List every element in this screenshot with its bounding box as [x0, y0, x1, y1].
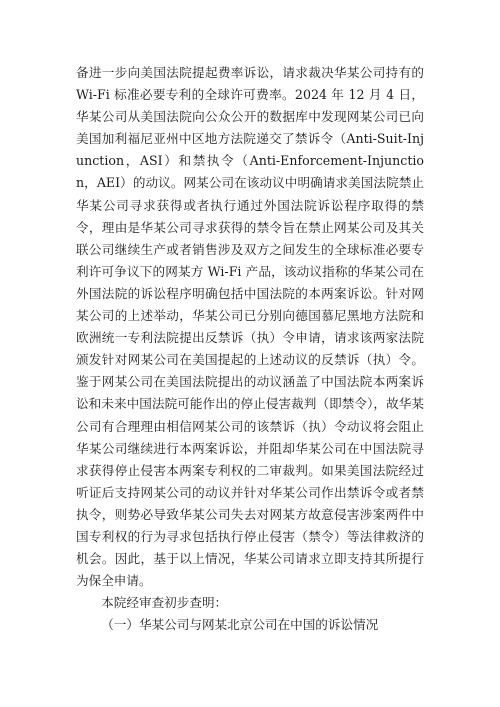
body-paragraph: 备进一步向美国法院提起费率诉讼，请求裁决华某公司持有的Wi-Fi 标准必要专利的全球许可费率。2024 年 12 月 4 日，华某公司从美国法院向公众公开的数据库中发现网某公司已向美国加利福尼亚州中区地方法院递交了禁诉令（Anti-Suit-Injunction，ASI）和禁执令（Anti-Enforcement-Injunction，AEI）的动议。网某公司在该动议中明确请求美国法院禁止华某公司寻求获得或者执行通过外国法院诉讼程序取得的禁令，理由是华某公司寻求获得的禁令旨在禁止网某公司及其关联公司继续生产或者销售涉及双方之间发生的全球标准必要专利许可争议下的网某方 Wi-Fi 产品，该动议指称的华某公司在外国法院的诉讼程序明确包括中国法院的本两案诉讼。针对网某公司的上述举动，华某公司已分别向德国慕尼黑地方法院和欧洲统一专利法院提出反禁诉（执）令申请，请求该两家法院颁发针对网某公司在美国提起的上述动议的反禁诉（执）令。鉴于网某公司在美国法院提出的动议涵盖了中国法院本两案诉讼和未来中国法院可能作出的停止侵害裁判（即禁令），故华某公司有合理理由相信网某公司的该禁诉（执）令动议将会阻止华某公司继续进行本两案诉讼，并阻却华某公司在中国法院寻求获得停止侵害本两案专利权的二审裁判。如果美国法院经过听证后支持网某公司的动议并针对华某公司作出禁诉令或者禁执令，则势必导致华某公司失去对网某方故意侵害涉案两件中国专利权的行为寻求包括执行停止侵害（禁令）等法律救济的机会。因此，基于以上情况，华某公司请求立即支持其所提行为保全申请。 — [76, 65, 424, 589]
body-paragraph: 本院经审查初步查明： — [101, 595, 228, 611]
section-heading: （一）华某公司与网某北京公司在中国的诉讼情况 — [101, 617, 379, 633]
document-body — [76, 62, 424, 636]
